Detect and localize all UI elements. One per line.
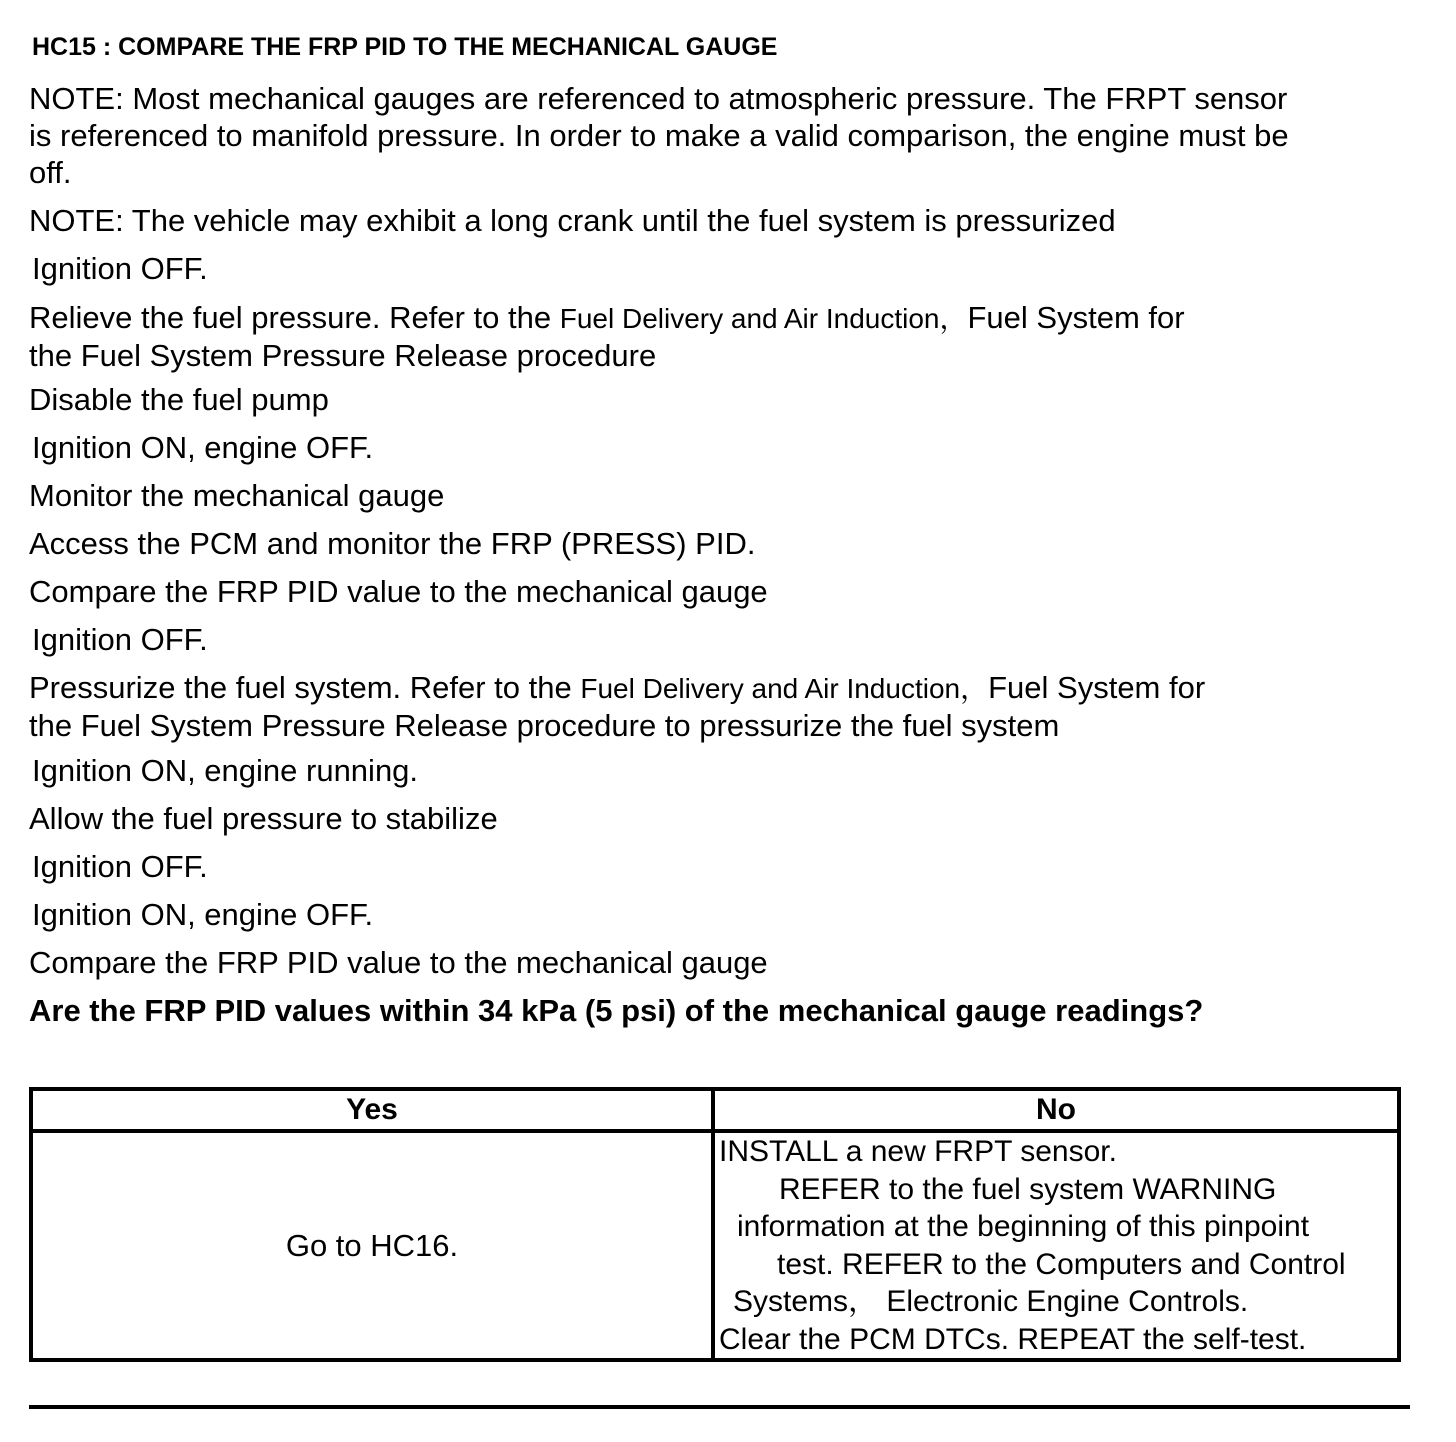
step-line xyxy=(29,299,1185,337)
step-text: Relieve the fuel pressure. Refer to the xyxy=(29,300,560,335)
step-compare-values: Compare the FRP PID value to the mechanical gauge xyxy=(29,574,768,609)
note-long-crank: NOTE: The vehicle may exhibit a long crank until the fuel system is pressurized xyxy=(29,203,1116,238)
step-monitor-gauge: Monitor the mechanical gauge xyxy=(29,478,445,513)
table-row xyxy=(31,1131,1399,1360)
procedure-reference: Fuel Delivery and Air Induction， xyxy=(580,673,989,704)
page-title: HC15 : COMPARE THE FRP PID TO THE MECHANICAL GAUGE xyxy=(32,33,778,61)
no-action-line: Systems， Electronic Engine Controls. xyxy=(733,1285,1249,1318)
step-relieve-pressure xyxy=(29,299,1185,374)
yes-header: Yes xyxy=(31,1089,713,1131)
no-action-line: Clear the PCM DTCs. REPEAT the self-test. xyxy=(719,1322,1307,1356)
note-line: NOTE: Most mechanical gauges are referenced to atmospheric pressure. The FRPT sensor xyxy=(29,81,1288,116)
step-pressurize-system xyxy=(29,669,1205,744)
no-header: No xyxy=(713,1089,1399,1131)
step-ignition-on-engine-off: Ignition ON, engine OFF. xyxy=(32,430,374,465)
test-question: Are the FRP PID values within 34 kPa (5 psi) of the mechanical gauge readings? xyxy=(29,993,1204,1028)
no-action-line: INSTALL a new FRPT sensor. xyxy=(719,1135,1117,1168)
note-line: off. xyxy=(29,155,72,190)
step-ignition-on-engine-running: Ignition ON, engine running. xyxy=(32,753,419,788)
table-header-row xyxy=(31,1089,1399,1131)
footer-divider xyxy=(29,1405,1410,1409)
step-access-pcm: Access the PCM and monitor the FRP (PRESS) PID. xyxy=(29,526,756,561)
procedure-reference: Fuel Delivery and Air Induction， xyxy=(559,303,968,334)
step-line: the Fuel System Pressure Release procedure xyxy=(29,338,657,373)
step-line: the Fuel System Pressure Release procedure to pressurize the fuel system xyxy=(29,708,1060,743)
step-ignition-off: Ignition OFF. xyxy=(32,251,208,286)
no-action-line: REFER to the fuel system WARNING xyxy=(779,1172,1277,1206)
step-text: Fuel System for xyxy=(988,670,1206,705)
no-action-line: test. REFER to the Computers and Control xyxy=(777,1247,1346,1281)
step-stabilize-pressure: Allow the fuel pressure to stabilize xyxy=(29,801,498,836)
yes-action: Go to HC16. xyxy=(31,1131,713,1360)
no-action-line: information at the beginning of this pinpoint xyxy=(737,1210,1310,1243)
step-ignition-off: Ignition OFF. xyxy=(32,849,208,884)
step-line xyxy=(29,669,1205,707)
result-table xyxy=(29,1087,1401,1362)
note-reference-pressure xyxy=(29,80,1289,191)
step-text: Fuel System for xyxy=(967,300,1185,335)
step-ignition-on-engine-off: Ignition ON, engine OFF. xyxy=(32,897,374,932)
step-text: Pressurize the fuel system. Refer to the xyxy=(29,670,581,705)
step-disable-pump: Disable the fuel pump xyxy=(29,382,329,417)
no-action xyxy=(713,1131,1399,1360)
note-line: is referenced to manifold pressure. In order to make a valid comparison, the engine must be xyxy=(29,118,1289,153)
step-compare-values: Compare the FRP PID value to the mechanical gauge xyxy=(29,945,768,980)
step-ignition-off: Ignition OFF. xyxy=(32,622,208,657)
